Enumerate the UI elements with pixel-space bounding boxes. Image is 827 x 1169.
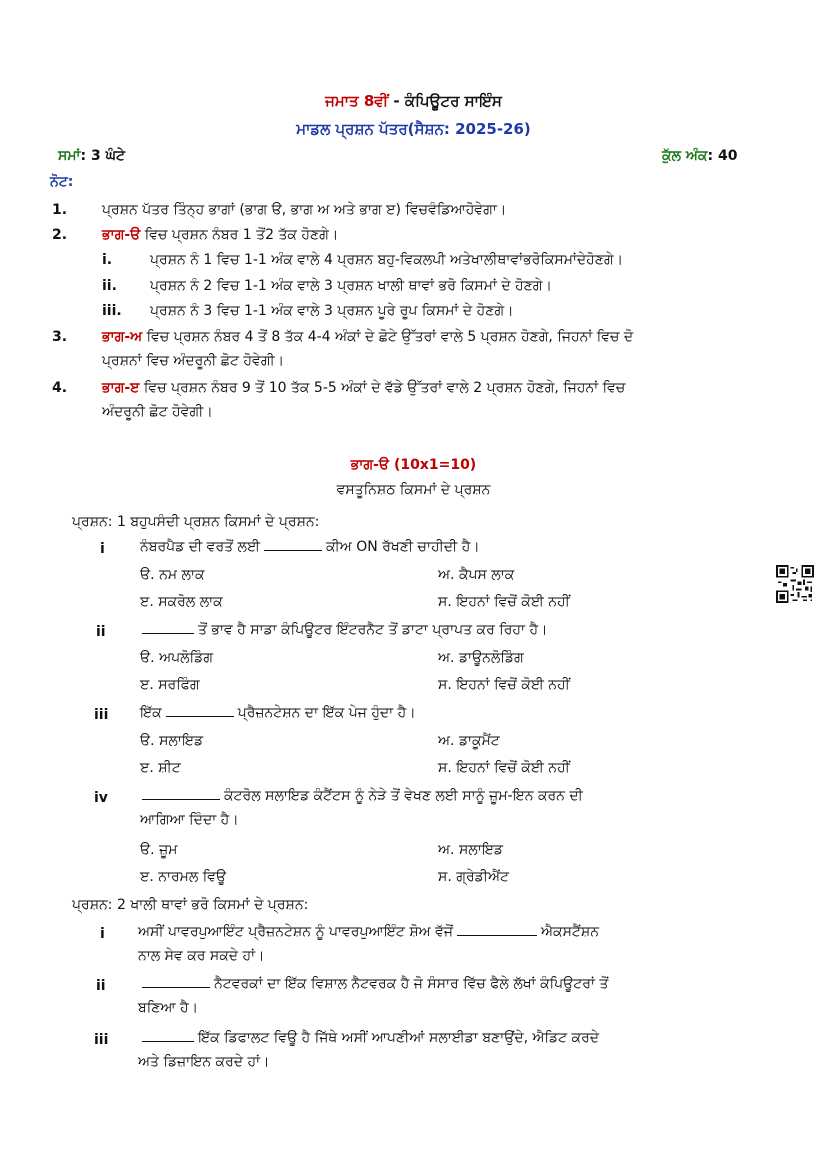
blank-line <box>457 923 537 936</box>
qr-code <box>776 565 814 603</box>
q1-i-pre: ਨੰਬਰਪੈਡ ਦੀ ਵਰਤੋਂ ਲਈ <box>140 539 260 555</box>
q1-iii-option-d: ਸ. ਇਹਨਾਂ ਵਿਚੋਂ ਕੋਈ ਨਹੀਂ <box>438 760 570 776</box>
q1-iii-text <box>140 703 416 723</box>
note-2-number: 2. <box>52 227 68 243</box>
question-2-heading-text: ਖਾਲੀ ਥਾਵਾਂ ਭਰੋ ਕਿਸਮਾਂ ਦੇ ਪ੍ਰਸ਼ਨ: <box>130 897 309 913</box>
paper-title <box>0 120 827 138</box>
q1-i-option-a: ੳ. ਨਮ ਲਾਕ <box>140 567 205 583</box>
q1-i-number: i <box>100 541 105 557</box>
exam-class-heading <box>0 92 827 110</box>
q1-iii-post: ਪ੍ਰੈਜ਼ਨਟੇਸ਼ਨ ਦਾ ਇੱਕ ਪੇਜ ਹੁੰਦਾ ਹੈ। <box>237 705 416 721</box>
question-1-label: ਪ੍ਰਸ਼ਨ: 1 <box>72 514 126 530</box>
note-1-number: 1. <box>52 202 68 218</box>
note-2-body: ਵਿਚ ਪ੍ਰਸ਼ਨ ਨੰਬਰ 1 ਤੋਂ2 ਤੱਕ ਹੋਣਗੇ। <box>140 227 339 243</box>
q1-ii-option-d: ਸ. ਇਹਨਾਂ ਵਿਚੋਂ ਕੋਈ ਨਹੀਂ <box>438 677 570 693</box>
question-1-heading-text: ਬਹੁਪਸੰਦੀ ਪ੍ਰਸ਼ਨ ਕਿਸਮਾਂ ਦੇ ਪ੍ਰਸ਼ਨ: <box>130 514 320 530</box>
q2-i-text-cont: ਨਾਲ ਸੇਵ ਕਰ ਸਕਦੇ ਹਾਂ। <box>138 948 265 964</box>
q1-iii-number: iii <box>94 707 109 723</box>
note-2-iii-text: ਪ੍ਰਸ਼ਨ ਨੰ 3 ਵਿਚ 1-1 ਅੰਕ ਵਾਲੇ 3 ਪ੍ਰਸ਼ਨ ਪੂਰੇ ਰੂਪ ਕਿਸਮਾਂ ਦੇ ਹੋਣਗੇ। <box>150 303 514 319</box>
q2-iii-number: iii <box>94 1032 109 1048</box>
note-2-ii-text: ਪ੍ਰਸ਼ਨ ਨੰ 2 ਵਿਚ 1-1 ਅੰਕ ਵਾਲੇ 3 ਪ੍ਰਸ਼ਨ ਖਾਲੀ ਥਾਵਾਂ ਭਰੋ ਕਿਸਮਾਂ ਦੇ ਹੋਣਗੇ। <box>150 278 552 294</box>
question-1-heading <box>72 512 319 532</box>
question-2-heading <box>72 895 308 915</box>
note-2-i-text: ਪ੍ਰਸ਼ਨ ਨੰ 1 ਵਿਚ 1-1 ਅੰਕ ਵਾਲੇ 4 ਪ੍ਰਸ਼ਨ ਬਹੁ-ਵਿਕਲਪੀ ਅਤੇਖਾਲੀਥਾਵਾਂਭਰੋਕਿਸਮਾਂਦੇਹੋਣਗੇ। <box>150 252 624 268</box>
time-value: : 3 ਘੰਟੇ <box>80 148 125 164</box>
blank-line <box>142 1029 194 1042</box>
q1-ii-option-c: ੲ. ਸਰਫਿੰਗ <box>140 677 200 693</box>
q2-ii-post: ਨੈਟਵਰਕਾਂ ਦਾ ਇੱਕ ਵਿਸ਼ਾਲ ਨੈਟਵਰਕ ਹੈ ਜੋ ਸੰਸਾਰ ਵਿੱਚ ਫੈਲੇ ਲੱਖਾਂ ਕੰਪਿਊਟਰਾਂ ਤੋਂ <box>214 976 609 992</box>
q1-ii-post: ਤੋਂ ਭਾਵ ਹੈ ਸਾਡਾ ਕੰਪਿਊਟਰ ਇੰਟਰਨੈਟ ਤੋਂ ਡਾਟਾ ਪ੍ਰਾਪਤ ਕਰ ਰਿਹਾ ਹੈ। <box>198 622 548 638</box>
note-1-text: ਪ੍ਰਸ਼ਨ ਪੱਤਰ ਤਿੰਨ੍ਹ ਭਾਗਾਂ (ਭਾਗ ੳ, ਭਾਗ ਅ ਅਤੇ ਭਾਗ ੲ) ਵਿਚਵੰਡਿਆਹੋਵੇਗਾ। <box>102 202 507 218</box>
q1-iii-option-a: ੳ. ਸਲਾਇਡ <box>140 733 204 749</box>
q1-iv-text-cont: ਆਗਿਆ ਦਿੰਦਾ ਹੈ। <box>140 812 239 828</box>
note-4-part: ਭਾਗ-ੲ <box>102 380 140 396</box>
note-3-text <box>102 327 633 347</box>
q2-i-pre: ਅਸੀਂ ਪਾਵਰਪੁਆਇੰਟ ਪ੍ਰੈਜ਼ਨਟੇਸ਼ਨ ਨੂੰ ਪਾਵਰਪੁਆਇੰਟ ਸ਼ੋਅ ਵੱਜੋਂ <box>138 924 454 940</box>
q1-i-option-b: ਅ. ਕੈਪਸ ਲਾਕ <box>438 567 515 583</box>
note-2-text <box>102 225 338 245</box>
q1-iv-option-d: ਸ. ਗ੍ਰੇਡੀਐਂਟ <box>438 869 509 885</box>
blank-line <box>142 621 194 634</box>
note-4-text-cont: ਅੰਦਰੂਨੀ ਛੋਟ ਹੋਵੇਗੀ। <box>102 404 213 420</box>
marks-value: : 40 <box>707 148 738 164</box>
time-label: ਸਮਾਂ <box>58 148 81 164</box>
q2-i-number: i <box>100 926 105 942</box>
q2-ii-text <box>138 974 608 994</box>
q1-i-option-d: ਸ. ਇਹਨਾਂ ਵਿਚੋਂ ਕੋਈ ਨਹੀਂ <box>438 594 570 610</box>
marks-info <box>662 146 737 166</box>
q1-i-text <box>140 537 480 557</box>
note-4-body: ਵਿਚ ਪ੍ਰਸ਼ਨ ਨੰਬਰ 9 ਤੋਂ 10 ਤੱਕ 5-5 ਅੰਕਾਂ ਦੇ ਵੱਡੇ ਉੱਤਰਾਂ ਵਾਲੇ 2 ਪ੍ਰਸ਼ਨ ਹੋਣਗੇ, ਜਿਹਨਾਂ ਵਿਚ <box>139 380 626 396</box>
note-4-number: 4. <box>52 380 68 396</box>
blank-line <box>142 975 210 988</box>
note-2-i-number: i. <box>102 252 113 268</box>
q1-iv-text <box>138 786 583 806</box>
q1-iii-option-c: ੲ. ਸ਼ੀਟ <box>140 760 181 776</box>
q2-iii-text <box>138 1028 599 1048</box>
note-3-text-cont: ਪ੍ਰਸ਼ਨਾਂ ਵਿਚ ਅੰਦਰੂਨੀ ਛੋਟ ਹੋਵੇਗੀ। <box>102 353 285 369</box>
blank-line <box>142 787 220 800</box>
question-2-label: ਪ੍ਰਸ਼ਨ: 2 <box>72 897 126 913</box>
q1-iv-option-c: ੲ. ਨਾਰਮਲ ਵਿਊ <box>140 869 227 885</box>
note-2-part: ਭਾਗ-ੳ <box>102 227 141 243</box>
note-4-text <box>102 378 625 398</box>
q2-iii-text-cont: ਅਤੇ ਡਿਜ਼ਾਇਨ ਕਰਦੇ ਹਾਂ। <box>138 1054 270 1070</box>
q1-ii-option-a: ੳ. ਅਪਲੋਡਿੰਗ <box>140 650 213 666</box>
q2-ii-text-cont: ਬਣਿਆ ਹੈ। <box>138 1000 199 1016</box>
note-3-part: ਭਾਗ-ਅ <box>102 329 143 345</box>
blank-line <box>264 538 322 551</box>
q1-iii-pre: ਇੱਕ <box>140 705 162 721</box>
subject-label: - ਕੰਪਿਊਟਰ ਸਾਇੰਸ <box>388 92 502 110</box>
q1-iv-option-b: ਅ. ਸਲਾਇਡ <box>438 842 503 858</box>
q1-iv-post: ਕੰਟਰੋਲ ਸਲਾਇਡ ਕੰਟੈਂਟਸ ਨੂੰ ਨੇੜੇ ਤੋਂ ਵੇਖਣ ਲਈ ਸਾਨੂੰ ਜ਼ੂਮ-ਇਨ ਕਰਨ ਦੀ <box>224 788 583 804</box>
q1-ii-text <box>138 620 548 640</box>
note-2-iii-number: iii. <box>102 303 122 319</box>
note-3-body: ਵਿਚ ਪ੍ਰਸ਼ਨ ਨੰਬਰ 4 ਤੋਂ 8 ਤੱਕ 4-4 ਅੰਕਾਂ ਦੇ ਛੋਟੇ ਉੱਤਰਾਂ ਵਾਲੇ 5 ਪ੍ਰਸ਼ਨ ਹੋਣਗੇ, ਜਿਹਨਾਂ ਵਿਚ ਦੋ <box>142 329 634 345</box>
q1-iii-option-b: ਅ. ਡਾਕੂਮੈਂਟ <box>438 733 500 749</box>
q1-ii-option-b: ਅ. ਡਾਊਨਲੋਡਿੰਗ <box>438 650 524 666</box>
paper-title-text: ਮਾਡਲ ਪ੍ਰਸ਼ਨ ਪੱਤਰ <box>296 120 408 138</box>
blank-line <box>166 704 234 717</box>
notes-heading: ਨੋਟ: <box>50 174 74 190</box>
q2-i-text <box>138 922 599 942</box>
q1-iv-number: iv <box>94 790 108 806</box>
q2-iii-post: ਇੱਕ ਡਿਫਾਲਟ ਵਿਊ ਹੈ ਜਿੱਥੇ ਅਸੀਂ ਆਪਣੀਆਂ ਸਲਾਈਡਾ ਬਣਾਉਂਦੇ, ਐਡਿਟ ਕਰਦੇ <box>198 1030 600 1046</box>
note-3-number: 3. <box>52 329 68 345</box>
marks-label: ਕੁੱਲ ਅੰਕ <box>662 148 708 164</box>
section-title: ਭਾਗ-ੳ (10x1=10) <box>350 457 477 473</box>
q1-ii-number: ii <box>96 624 106 640</box>
note-2-ii-number: ii. <box>102 278 117 294</box>
q2-i-post: ਐਕਸਟੈਂਸ਼ਨ <box>541 924 599 940</box>
class-label: ਜਮਾਤ 8ਵੀਂ <box>325 92 389 110</box>
q1-iv-option-a: ੳ. ਜ਼ੂਮ <box>140 842 178 858</box>
time-info <box>58 146 125 166</box>
session-text: (ਸੈਸ਼ਨ: 2025-26) <box>407 120 531 138</box>
q1-i-post: ਕੀਅ ON ਰੱਖਣੀ ਚਾਹੀਦੀ ਹੈ। <box>326 539 480 555</box>
section-subtitle: ਵਸਤੂਨਿਸ਼ਠ ਕਿਸਮਾਂ ਦੇ ਪ੍ਰਸ਼ਨ <box>336 482 491 498</box>
q1-i-option-c: ੲ. ਸਕਰੋਲ ਲਾਕ <box>140 594 223 610</box>
q2-ii-number: ii <box>96 978 106 994</box>
